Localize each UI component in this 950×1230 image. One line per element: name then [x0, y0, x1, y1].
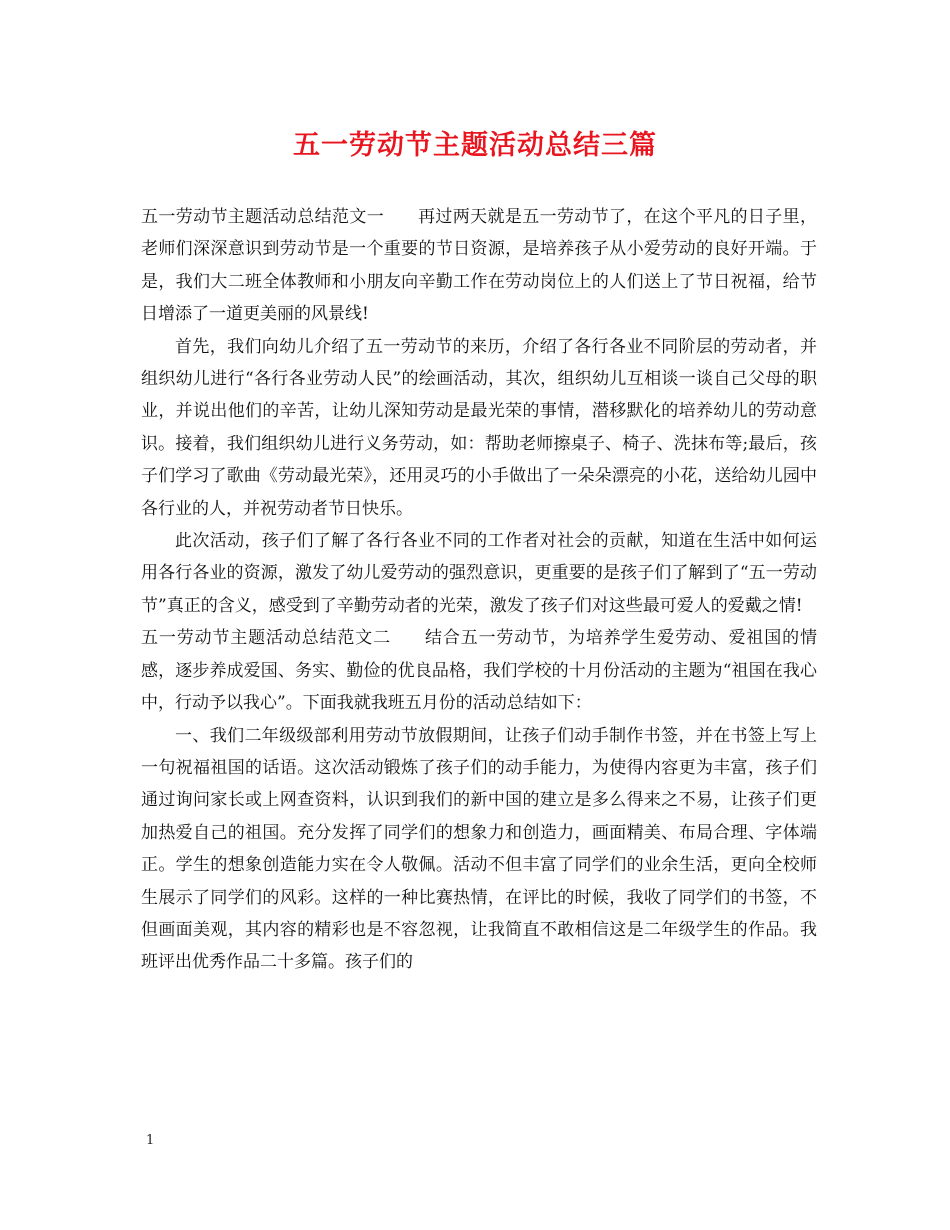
page-title: 五一劳动节主题活动总结三篇: [293, 130, 657, 161]
paragraph-3: [141, 525, 817, 622]
paragraph-text: 再过两天就是五一劳动节了，在这个平凡的日子里，老师们深深意识到劳动节是一个重要的节日资源，是培养孩子从小爱劳动的良好开端。于是，我们大二班全体教师和小朋友向辛勤工作在劳动岗位上的人们送上了节日祝福，给节日增添了一道更美丽的风景线!: [141, 207, 818, 325]
section-heading-one: 五一劳动节主题活动总结范文一: [141, 207, 385, 227]
page-number: 1: [146, 1133, 155, 1148]
paragraph-text: 此次活动，孩子们了解了各行各业不同的工作者对社会的贡献，知道在生活中如何运用各行各业的资源，激发了幼儿爱劳动的强烈意识，更重要的是孩子们了解到了“五一劳动节”真正的含义，感受到了辛勤劳动者的光荣，激发了孩子们对这些最可爱人的爱戴之情!: [141, 531, 817, 616]
section-heading-two: 五一劳动节主题活动总结范文二: [141, 628, 391, 649]
paragraph-text: 一、我们二年级级部利用劳动节放假期间，让孩子们动手制作书签，并在书签上写上一句祝福祖国的话语。这次活动锻炼了孩子们的动手能力，为使得内容更为丰富，孩子们通过询问家长或上网查资料，认识到我们的新中国的建立是多么得来之不易，让孩子们更加热爱自己的祖国。充分发挥了同学们的想象力和创造力，画面精美、布局合理、字体端正。学生的想象创造能力实在令人敬佩。活动不但丰富了同学们的业余生活，更向全校师生展示了同学们的风彩。这样的一种比赛热情，在评比的时候，我收了同学们的书签，不但画面美观，其内容的精彩也是不容忽视，让我简直不敢相信这是二年级学生的作品。我班评出优秀作品二十多篇。孩子们的: [141, 725, 817, 973]
paragraph-text: 首先，我们向幼儿介绍了五一劳动节的来历，介绍了各行各业不同阶层的劳动者，并组织幼儿进行“各行各业劳动人民”的绘画活动，其次，组织幼儿互相谈一谈自己父母的职业，并说出他们的辛苦，让幼儿深知劳动是最光荣的事情，潜移默化的培养幼儿的劳动意识。接着，我们组织幼儿进行义务劳动，如：帮助老师擦桌子、椅子、洗抹布等;最后，孩子们学习了歌曲《劳动最光荣》，还用灵巧的小手做出了一朵朵漂亮的小花，送给幼儿园中各行业的人，并祝劳动者节日快乐。: [141, 336, 817, 519]
paragraph-1: [141, 201, 817, 331]
document-body: [141, 201, 817, 979]
paragraph-5: [141, 720, 817, 979]
paragraph-text: 结合五一劳动节，为培养学生爱劳动、爱祖国的情感，逐步养成爱国、务实、勤俭的优良品格，我们学校的十月份活动的主题为“祖国在我心中，行动予以我心”。下面我就我班五月份的活动总结如下：: [141, 628, 817, 714]
paragraph-2: [141, 331, 817, 525]
paragraph-4: [141, 622, 817, 719]
